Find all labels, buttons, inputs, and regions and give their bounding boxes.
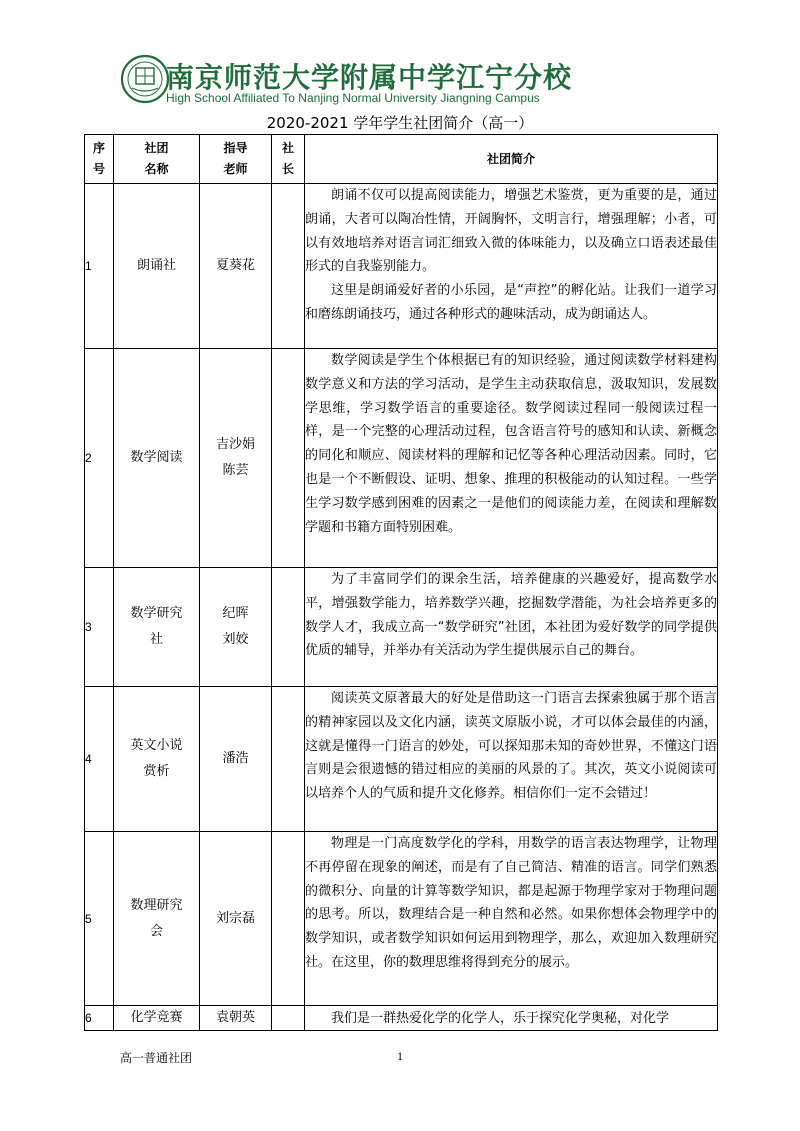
header-intro: 社团简介 [305, 135, 718, 184]
club-leader [272, 184, 305, 349]
row-no: 5 [85, 832, 114, 1006]
club-intro: 为了丰富同学们的课余生活，培养健康的兴趣爱好，提高数学水平，增强数学能力，培养数学兴趣，挖掘数学潜能，为社会培养更多的数学人才，我成立高一“数学研究”社团，本社团为爱好数学的同学提供优质的辅导，并举办有关活动为学生提供展示自己的舞台。 [305, 568, 718, 687]
club-teacher: 袁朝英 [200, 1006, 272, 1031]
page-number: 1 [397, 1049, 403, 1063]
school-header [120, 54, 573, 106]
club-leader [272, 1006, 305, 1031]
club-teacher: 刘宗磊 [200, 832, 272, 1006]
club-leader [272, 568, 305, 687]
table-row [85, 184, 718, 349]
table-header-row [85, 135, 718, 184]
row-no: 6 [85, 1006, 114, 1031]
row-no: 1 [85, 184, 114, 349]
club-name: 数学研究 社 [114, 568, 200, 687]
table-row [85, 349, 718, 568]
club-intro: 我们是一群热爱化学的化学人，乐于探究化学奥秘，对化学 [305, 1006, 718, 1031]
club-name: 化学竞赛 [114, 1006, 200, 1031]
club-teacher: 潘浩 [200, 687, 272, 832]
club-name: 数理研究 会 [114, 832, 200, 1006]
footer-label: 高一普通社团 [120, 1051, 193, 1065]
school-seal-icon [120, 54, 170, 104]
header-teacher: 指导 老师 [200, 135, 272, 184]
club-name: 英文小说 赏析 [114, 687, 200, 832]
page-title: 2020-2021 学年学生社团简介（高一） [266, 114, 534, 132]
club-teacher: 纪晖 刘姣 [200, 568, 272, 687]
table-row [85, 1006, 718, 1031]
school-name-chinese: 南京师范大学附属中学江宁分校 [166, 61, 573, 94]
row-no: 2 [85, 349, 114, 568]
row-no: 3 [85, 568, 114, 687]
club-intro: 阅读英文原著最大的好处是借助这一门语言去探索独属于那个语言的精神家园以及文化内涵，读英文原版小说，才可以体会最佳的内涵，这就是懂得一门语言的妙处，可以探知那未知的奇妙世界，不懂这门语言则是会很遗憾的错过相应的美丽的风景的了。其次，英文小说阅读可以培养个人的气质和提升文化修养。相信你们一定不会错过！ [305, 687, 718, 832]
club-leader [272, 687, 305, 832]
row-no: 4 [85, 687, 114, 832]
club-table [84, 134, 718, 1031]
club-name: 朗诵社 [114, 184, 200, 349]
club-intro: 物理是一门高度数学化的学科，用数学的语言表达物理学，让物理不再停留在现象的阐述，而是有了自己简洁、精准的语言。同学们熟悉的微积分、向量的计算等数学知识，都是起源于物理学家对于物理问题的思考。所以，数理结合是一种自然和必然。如果你想体会物理学中的数学知识，或者数学知识如何运用到物理学，那么，欢迎加入数理研究社。在这里，你的数理思维将得到充分的展示。 [305, 832, 718, 1006]
header-no: 序 号 [85, 135, 114, 184]
club-leader [272, 349, 305, 568]
school-name-english: High School Affiliated To Nanjing Normal University Jiangning Campus [166, 91, 540, 105]
club-name: 数学阅读 [114, 349, 200, 568]
header-leader: 社 长 [272, 135, 305, 184]
club-intro: 数学阅读是学生个体根据已有的知识经验，通过阅读数学材料建构数学意义和方法的学习活动，是学生主动获取信息，汲取知识，发展数学思维，学习数学语言的重要途径。数学阅读过程同一般阅读过程一样，是一个完整的心理活动过程，包含语言符号的感知和认读、新概念的同化和顺应、阅读材料的理解和记忆等各种心理活动因素。同时，它也是一个不断假设、证明、想象、推理的积极能动的认知过程。一些学生学习数学感到困难的因素之一是他们的阅读能力差，在阅读和理解数学题和书籍方面特别困难。 [305, 349, 718, 568]
club-intro: 朗诵不仅可以提高阅读能力，增强艺术鉴赏，更为重要的是，通过朗诵，大者可以陶冶性情，开阔胸怀，文明言行，增强理解；小者，可以有效地培养对语言词汇细致入微的体味能力，以及确立口语表述最佳形式的自我鉴别能力。 这里是朗诵爱好者的小乐园，是“声控”的孵化站。让我们一道学习和磨练朗诵技巧，通过各种形式的趣味活动，成为朗诵达人。 [305, 184, 718, 349]
table-row [85, 568, 718, 687]
club-leader [272, 832, 305, 1006]
table-row [85, 687, 718, 832]
club-teacher: 夏葵花 [200, 184, 272, 349]
club-teacher: 吉沙娟 陈芸 [200, 349, 272, 568]
table-row [85, 832, 718, 1006]
header-club-name: 社团 名称 [114, 135, 200, 184]
